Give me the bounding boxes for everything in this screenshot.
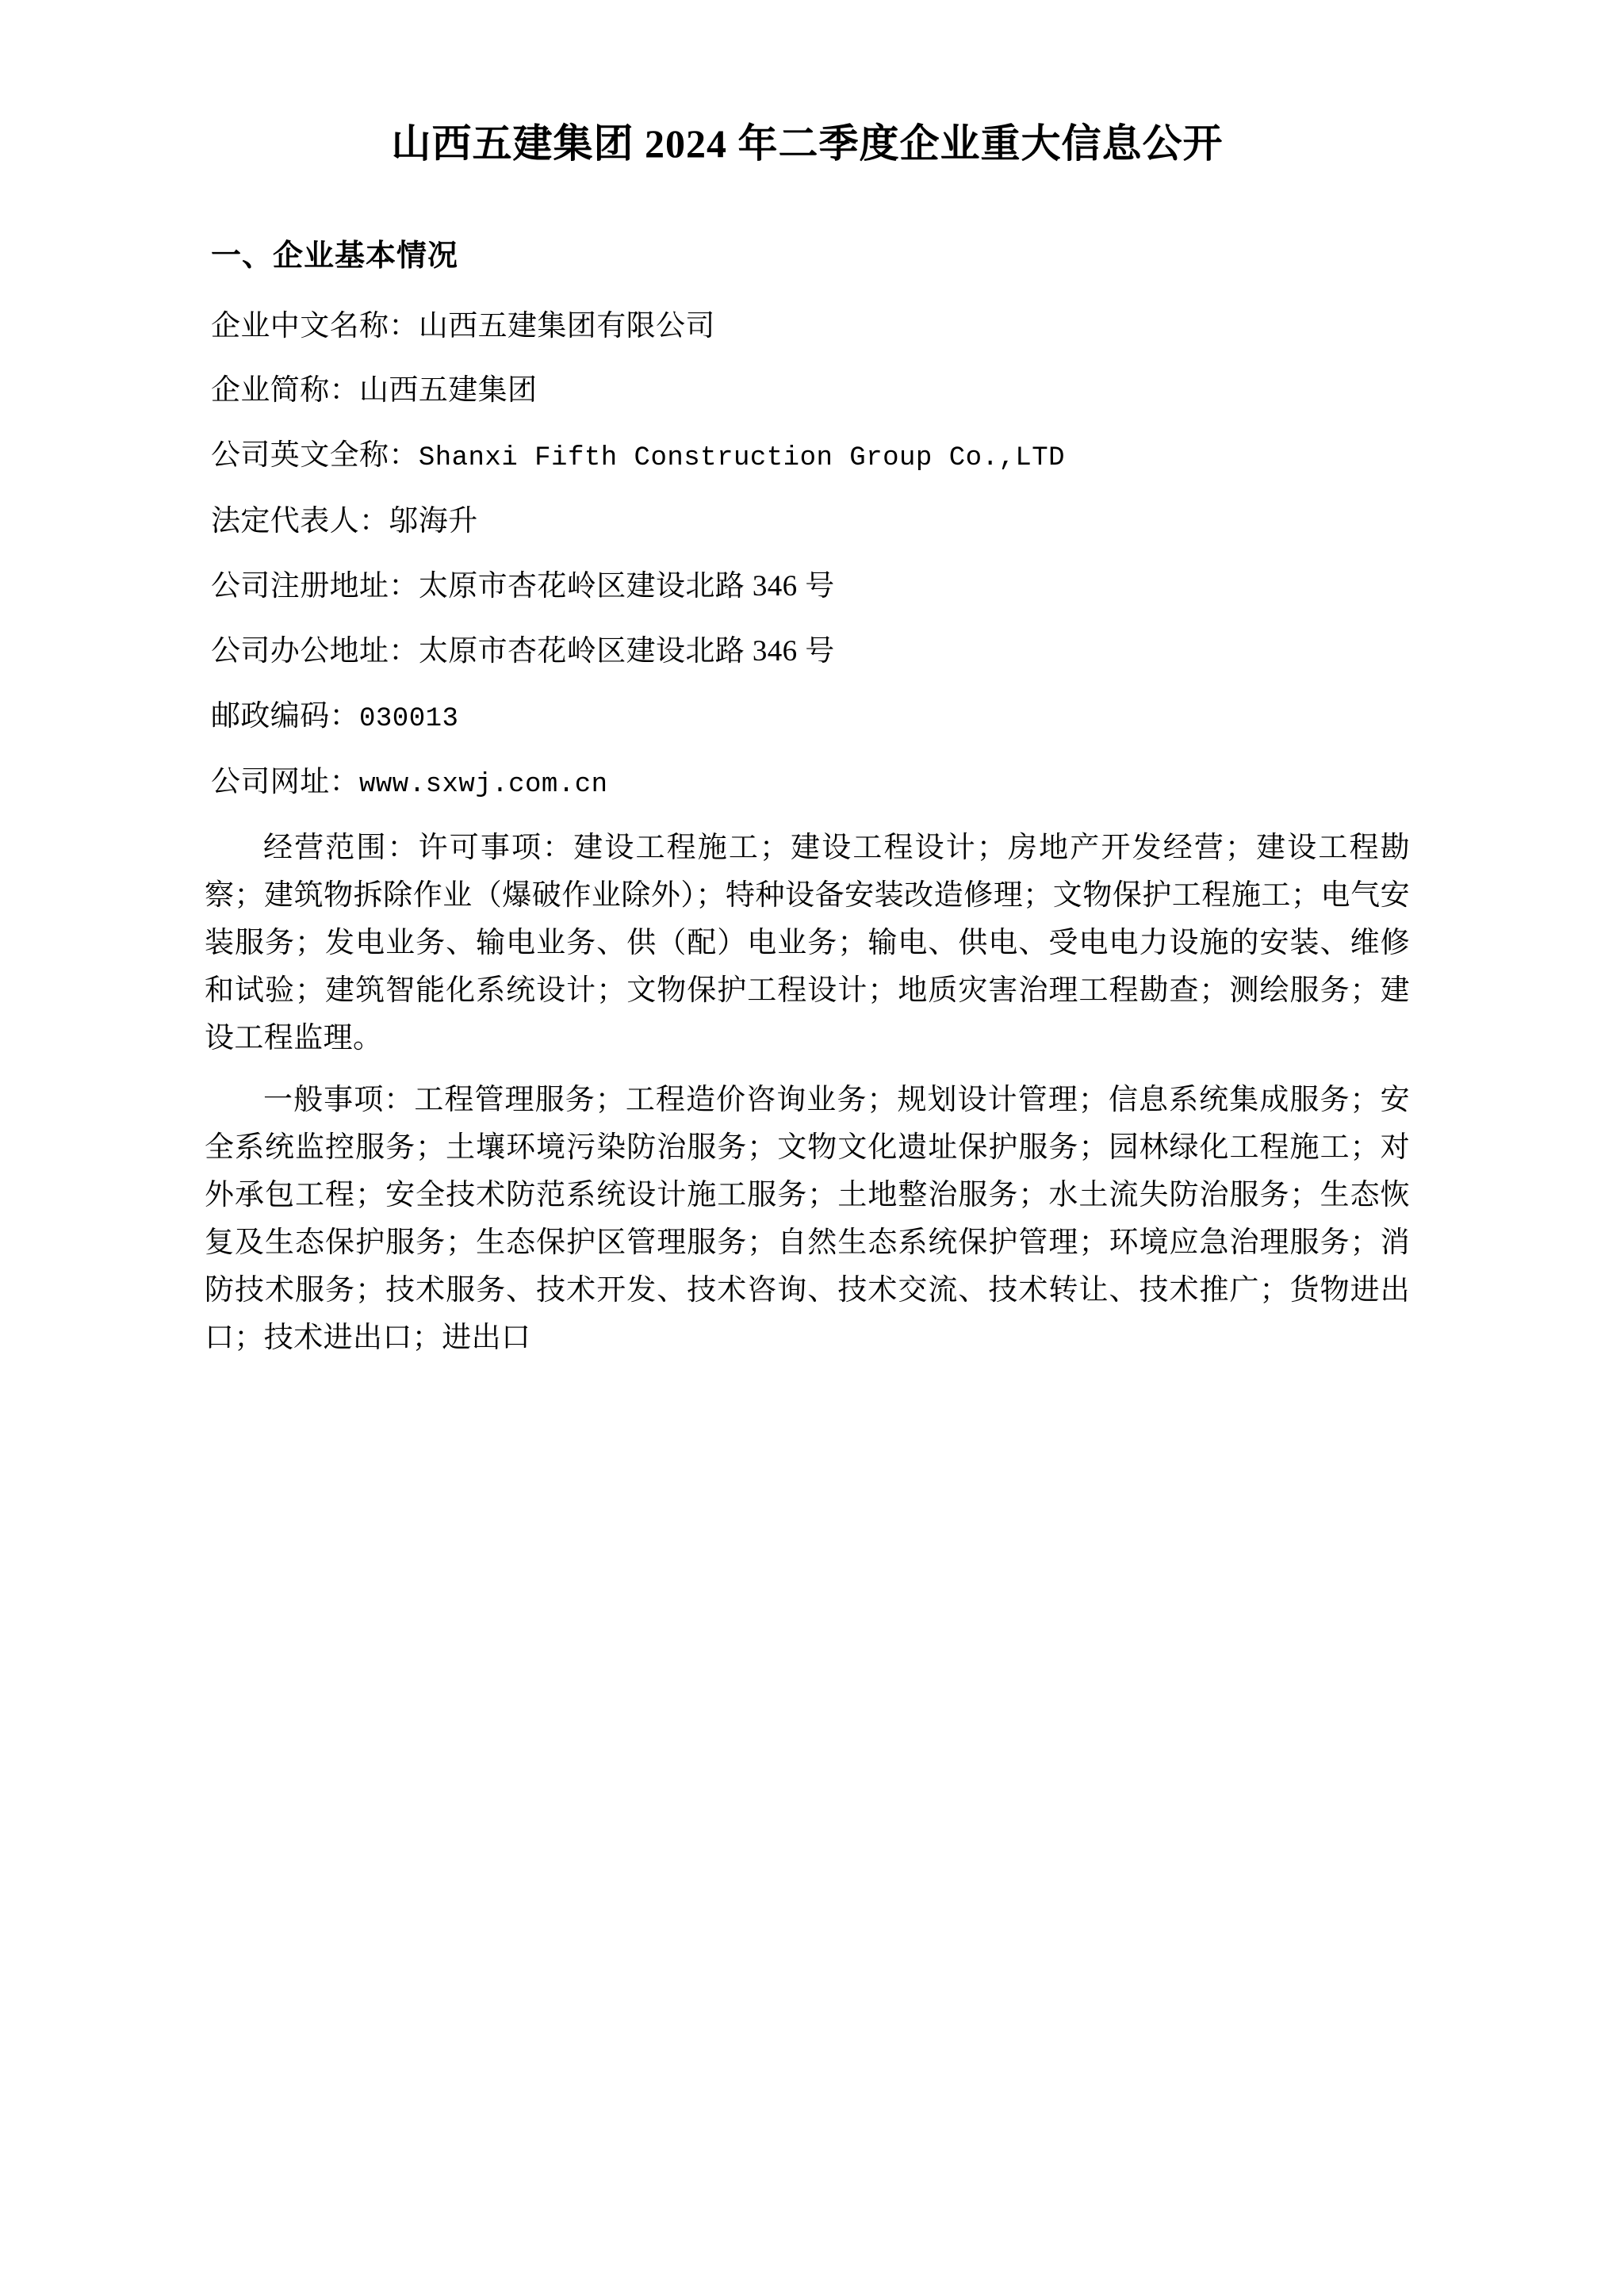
field-label: 企业简称：	[211, 374, 359, 408]
paragraph-business-scope-general: 一般事项：工程管理服务；工程造价咨询业务；规划设计管理；信息系统集成服务；安全系统监控服务；土壤环境污染防治服务；文物文化遗址保护服务；园林绿化工程施工；对外承包工程；安全技术防范系统设计施工服务；土地整治服务；水土流失防治服务；生态恢复及生态保护服务；生态保护区管理服务；自然生态系统保护管理；环境应急治理服务；消防技术服务；技术服务、技术开发、技术咨询、技术交流、技术转让、技术推广；货物进出口；技术进出口；进出口	[205, 1084, 1410, 1354]
field-website	[205, 759, 1410, 807]
document-content	[205, 119, 1410, 1376]
field-office-address	[205, 628, 1410, 675]
page-title: 山西五建集团 2024 年二季度企业重大信息公开	[391, 121, 1224, 166]
field-label: 企业中文名称：	[211, 309, 419, 342]
section-heading-company-basics: 一、企业基本情况	[211, 239, 459, 273]
field-value: 山西五建集团	[359, 374, 538, 408]
field-value: 030013	[359, 704, 459, 735]
field-registered-address	[205, 563, 1410, 610]
field-value: 山西五建集团有限公司	[418, 309, 715, 342]
field-value: 太原市杏花岭区建设北路 346 号	[418, 635, 835, 668]
field-value: 邬海升	[389, 505, 478, 538]
field-company-name-en	[205, 432, 1410, 480]
field-label: 公司英文全称：	[211, 439, 419, 473]
field-company-short-name	[205, 367, 1410, 415]
field-label: 公司办公地址：	[211, 635, 419, 668]
field-value: 太原市杏花岭区建设北路 346 号	[418, 570, 835, 603]
field-label: 法定代表人：	[211, 505, 389, 538]
field-label: 公司注册地址：	[211, 570, 419, 603]
field-company-name-cn	[205, 303, 1410, 350]
field-value: Shanxi Fifth Construction Group Co.,LTD	[418, 443, 1066, 474]
paragraph-business-scope-licensed: 经营范围：许可事项：建设工程施工；建设工程设计；房地产开发经营；建设工程勘察；建筑物拆除作业（爆破作业除外）；特种设备安装改造修理；文物保护工程施工；电气安装服务；发电业务、输电业务、供（配）电业务；输电、供电、受电电力设施的安装、维修和试验；建筑智能化系统设计；文物保护工程设计；地质灾害治理工程勘查；测绘服务；建设工程监理。	[205, 832, 1410, 1055]
field-postal-code	[205, 693, 1410, 741]
field-value: www.sxwj.com.cn	[359, 770, 608, 801]
field-legal-representative	[205, 498, 1410, 545]
field-label: 公司网址：	[211, 766, 359, 799]
field-label: 邮政编码：	[211, 700, 359, 733]
